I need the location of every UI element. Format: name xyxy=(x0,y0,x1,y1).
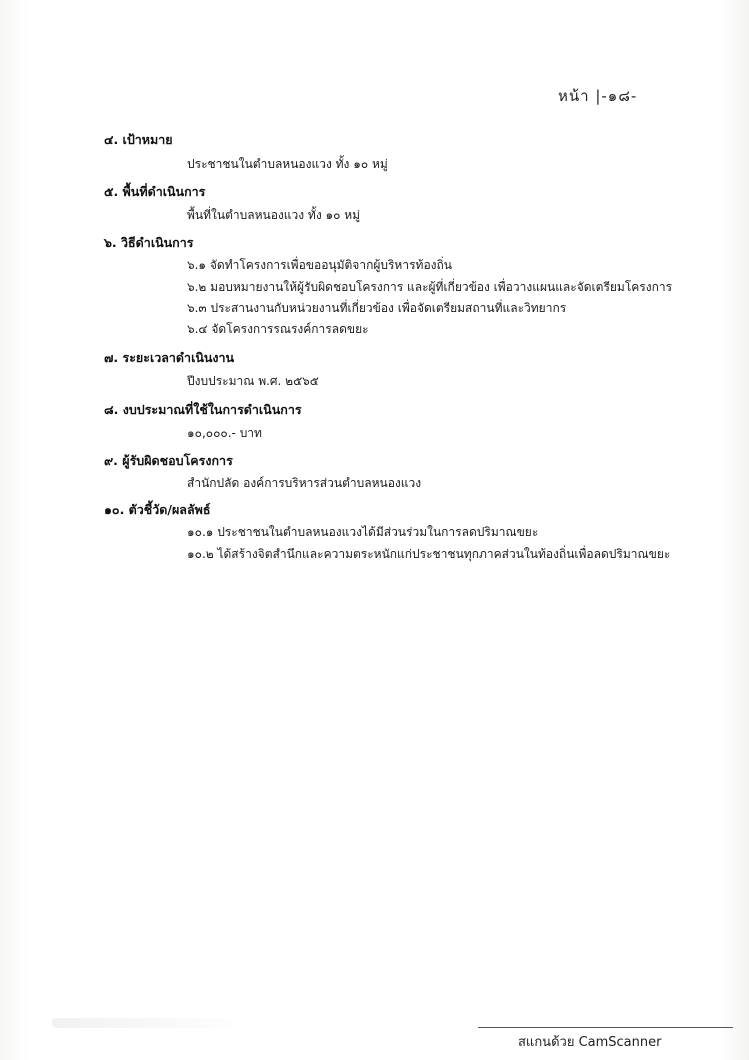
section-heading-duration: ๗. ระยะเวลาดำเนินงาน xyxy=(104,350,235,365)
section-line: ๑๐,๐๐๐.- บาท xyxy=(187,426,262,440)
section-line: ประชาชนในตำบลหนองแวง ทั้ง ๑๐ หมู่ xyxy=(187,157,388,171)
scan-smudge xyxy=(52,1018,232,1028)
section-line: ๖.๒ มอบหมายงานให้ผู้รับผิดชอบโครงการ และผู้ที่เกี่ยวข้อง เพื่อวางแผนและจัดเตรียมโครงการ xyxy=(187,280,673,294)
section-heading-target: ๔. เป้าหมาย xyxy=(104,132,173,147)
page-number: หน้า |-๑๘- xyxy=(558,87,638,105)
section-line: ๑๐.๒ ได้สร้างจิตสำนึกและความตระหนักแก่ประชาชนทุกภาคส่วนในท้องถิ่นเพื่อลดปริมาณขยะ xyxy=(187,547,671,561)
section-line: ๖.๔ จัดโครงการรณรงค์การลดขยะ xyxy=(187,322,369,336)
section-heading-budget: ๘. งบประมาณที่ใช้ในการดำเนินการ xyxy=(104,402,302,417)
section-line: ปีงบประมาณ พ.ศ. ๒๕๖๕ xyxy=(187,374,319,388)
section-heading-responsible: ๙. ผู้รับผิดชอบโครงการ xyxy=(104,453,233,468)
section-line: พื้นที่ในตำบลหนองแวง ทั้ง ๑๐ หมู่ xyxy=(187,208,361,222)
section-line: สำนักปลัด องค์การบริหารส่วนตำบลหนองแวง xyxy=(187,476,422,490)
section-heading-indicators: ๑๐. ตัวชี้วัด/ผลลัพธ์ xyxy=(104,502,211,517)
section-heading-method: ๖. วิธีดำเนินการ xyxy=(104,235,194,250)
section-line: ๖.๑ จัดทำโครงการเพื่อขออนุมัติจากผู้บริหารท้องถิ่น xyxy=(187,258,452,272)
section-heading-area: ๕. พื้นที่ดำเนินการ xyxy=(104,184,206,199)
section-line: ๑๐.๑ ประชาชนในตำบลหนองแวงได้มีส่วนร่วมในการลดปริมาณขยะ xyxy=(187,525,539,539)
footer-watermark: สแกนด้วย CamScanner xyxy=(518,1035,662,1050)
section-line: ๖.๓ ประสานงานกับหน่วยงานที่เกี่ยวข้อง เพื่อจัดเตรียมสถานที่และวิทยากร xyxy=(187,301,567,315)
footer-divider xyxy=(478,1027,733,1028)
